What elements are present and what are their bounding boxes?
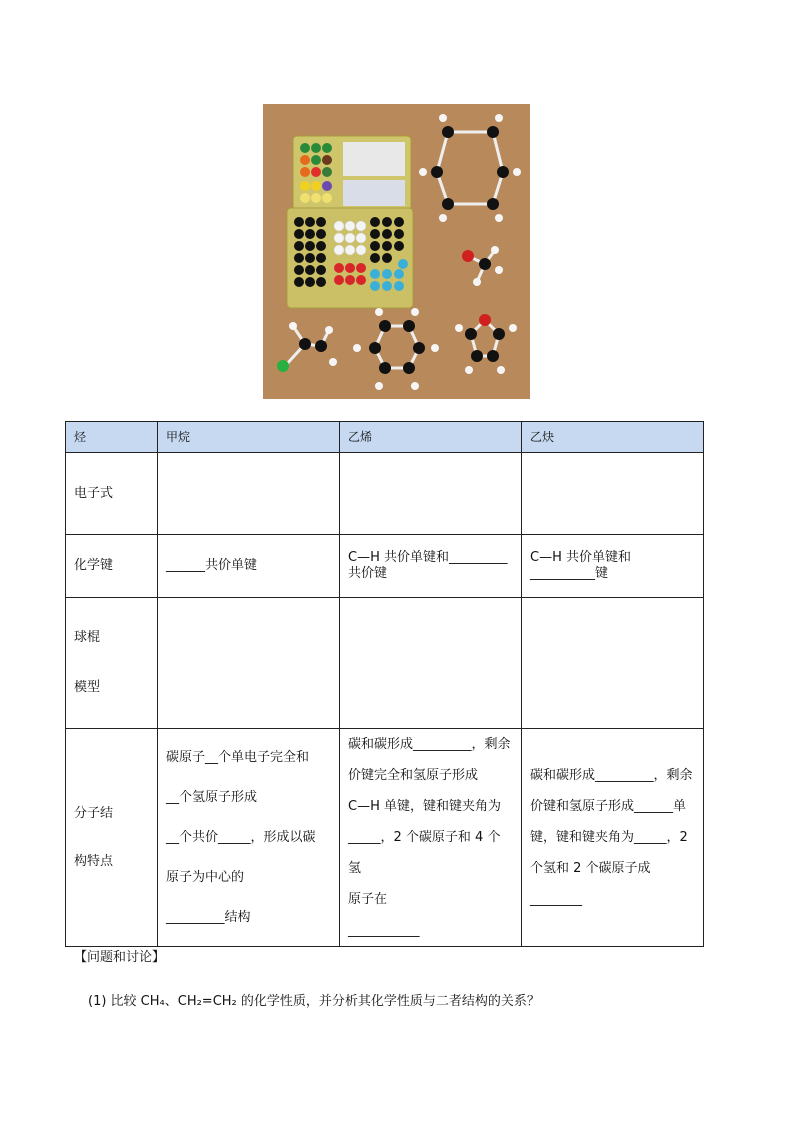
row-label-chemical-bond: 化学键	[66, 535, 158, 598]
header-ethylene: 乙烯	[340, 422, 522, 453]
table-row	[66, 729, 704, 947]
discussion-question-1: (1) 比较 CH₄、CH₂=CH₂ 的化学性质，并分析其化学性质与二者结构的关系？	[88, 994, 540, 1009]
cell-acetylene-bond: C—H 共价单键和 __________键	[522, 535, 704, 598]
row-label-electron-formula: 电子式	[66, 453, 158, 535]
table-header-row	[66, 422, 704, 453]
table-row	[66, 535, 704, 598]
cell-acetylene-electron-formula	[522, 453, 704, 535]
molecular-model-kit-photo	[263, 104, 530, 399]
row-label-ball-stick-model: 球棍 模型	[66, 598, 158, 729]
hydrocarbon-comparison-table	[65, 421, 704, 947]
cell-acetylene-model	[522, 598, 704, 729]
cell-ethylene-bond: C—H 共价单键和_________ 共价键	[340, 535, 522, 598]
cell-ethylene-model	[340, 598, 522, 729]
cell-ethylene-electron-formula	[340, 453, 522, 535]
row-label-structure-features: 分子结 构特点	[66, 729, 158, 947]
header-acetylene: 乙炔	[522, 422, 704, 453]
cell-acetylene-structure: 碳和碳形成_________，剩余 价键和氢原子形成______单 键，键和键夹角为_____，2 个氢和 2 个碳原子成 ________	[522, 729, 704, 947]
cell-methane-bond: ______共价单键	[158, 535, 340, 598]
cell-methane-structure: 碳原子__个单电子完全和 __个氢原子形成 __个共价_____，形成以碳 原子为中心的 _________结构	[158, 729, 340, 947]
cell-ethylene-structure: 碳和碳形成_________，剩余 价键完全和氢原子形成 C—H 单键，键和键夹角为 _____，2 个碳原子和 4 个氢 原子在 ___________	[340, 729, 522, 947]
cell-methane-model	[158, 598, 340, 729]
header-hydrocarbon: 烃	[66, 422, 158, 453]
table-row	[66, 598, 704, 729]
header-methane: 甲烷	[158, 422, 340, 453]
cell-methane-electron-formula	[158, 453, 340, 535]
discussion-heading: 【问题和讨论】	[74, 950, 166, 965]
table-row	[66, 453, 704, 535]
